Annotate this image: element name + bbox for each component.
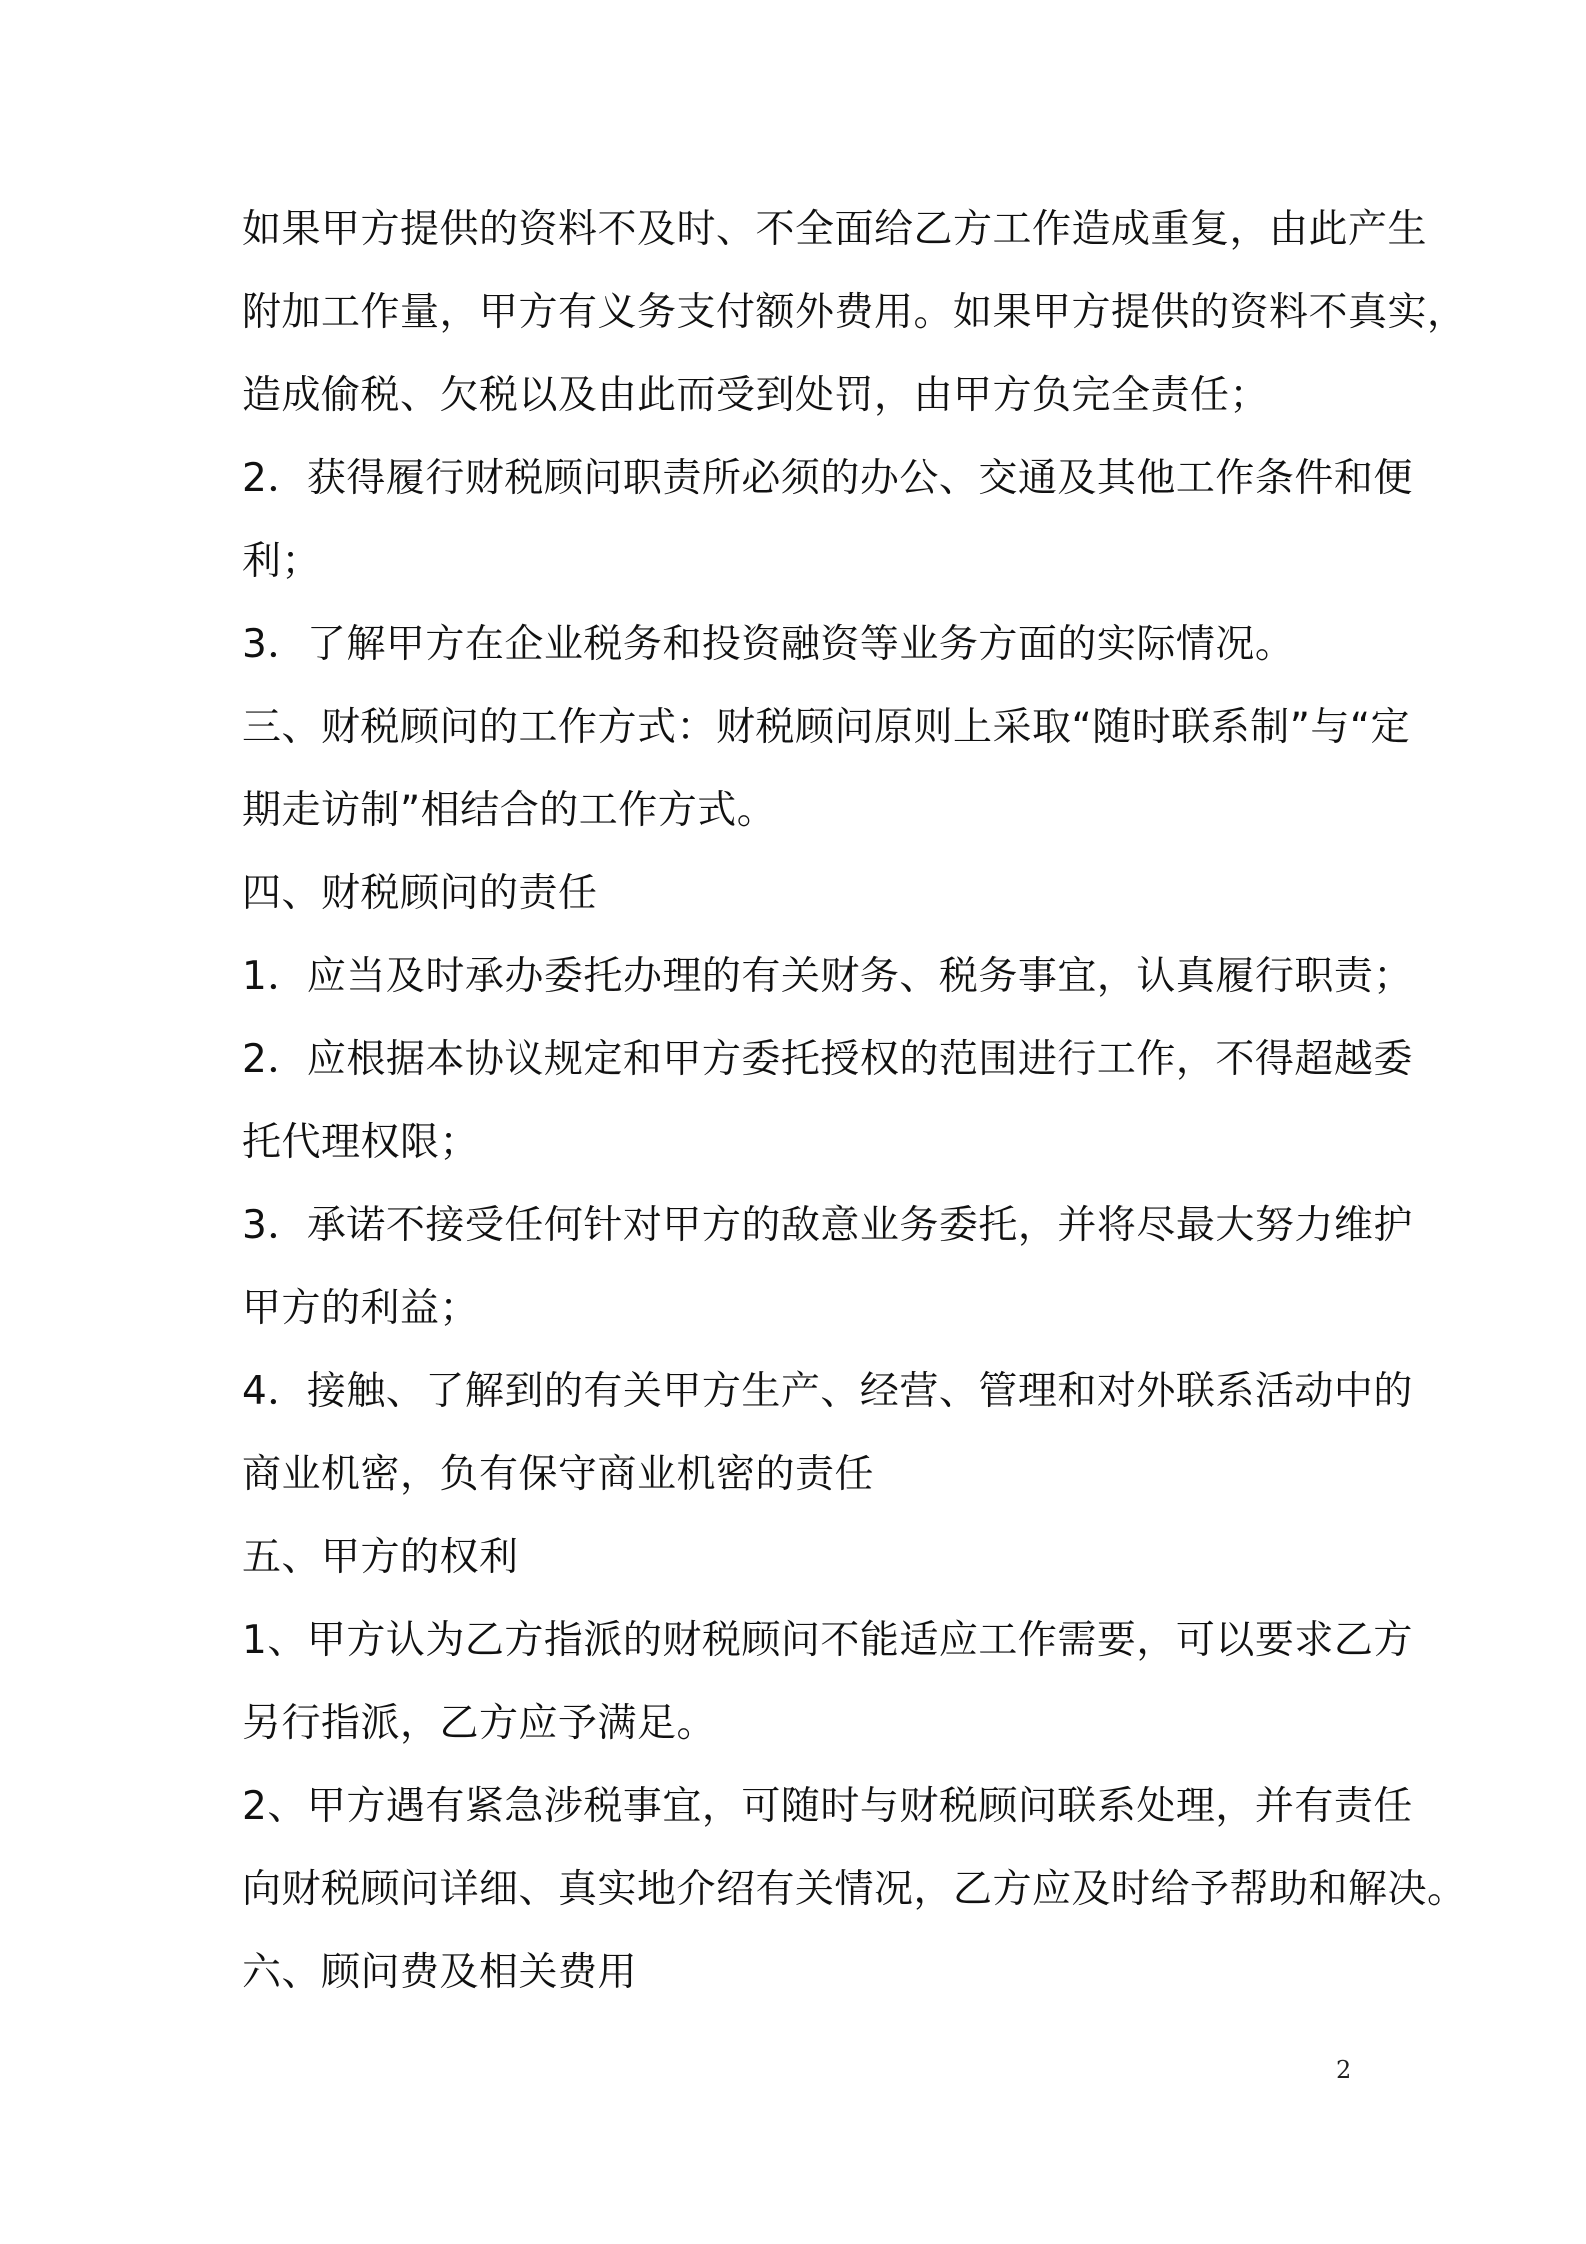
text-line: 利； — [242, 539, 322, 584]
section-heading: 六、顾问费及相关费用 — [242, 1950, 638, 1995]
text-line: 另行指派，乙方应予满足。 — [242, 1701, 717, 1746]
text-line: 附加工作量，甲方有义务支付额外费用。如果甲方提供的资料不真实， — [242, 290, 1467, 335]
section-heading: 五、甲方的权利 — [242, 1535, 519, 1580]
text-line: 甲方的利益； — [242, 1286, 480, 1331]
text-line: 商业机密，负有保守商业机密的责任 — [242, 1452, 875, 1497]
text-line: 如果甲方提供的资料不及时、不全面给乙方工作造成重复，由此产生 — [242, 207, 1428, 252]
text-line: 3．了解甲方在企业税务和投资融资等业务方面的实际情况。 — [242, 622, 1295, 667]
text-line: 托代理权限； — [242, 1120, 480, 1165]
text-line: 2．应根据本协议规定和甲方委托授权的范围进行工作，不得超越委 — [242, 1037, 1413, 1082]
text-line: 期走访制”相结合的工作方式。 — [242, 788, 777, 833]
section-heading: 四、财税顾问的责任 — [242, 871, 598, 916]
text-line: 三、财税顾问的工作方式：财税顾问原则上采取“随时联系制”与“定 — [242, 705, 1411, 750]
text-line: 4．接触、了解到的有关甲方生产、经营、管理和对外联系活动中的 — [242, 1369, 1413, 1414]
text-line: 2．获得履行财税顾问职责所必须的办公、交通及其他工作条件和便 — [242, 456, 1413, 501]
text-line: 1、甲方认为乙方指派的财税顾问不能适应工作需要，可以要求乙方 — [242, 1618, 1413, 1663]
text-line: 3．承诺不接受任何针对甲方的敌意业务委托，并将尽最大努力维护 — [242, 1203, 1413, 1248]
page-number: 2 — [1336, 2056, 1352, 2084]
text-line: 1．应当及时承办委托办理的有关财务、税务事宜，认真履行职责； — [242, 954, 1413, 999]
text-line: 造成偷税、欠税以及由此而受到处罚，由甲方负完全责任； — [242, 373, 1270, 418]
text-line: 向财税顾问详细、真实地介绍有关情况，乙方应及时给予帮助和解决。 — [242, 1867, 1467, 1912]
text-line: 2、甲方遇有紧急涉税事宜，可随时与财税顾问联系处理，并有责任 — [242, 1784, 1413, 1829]
